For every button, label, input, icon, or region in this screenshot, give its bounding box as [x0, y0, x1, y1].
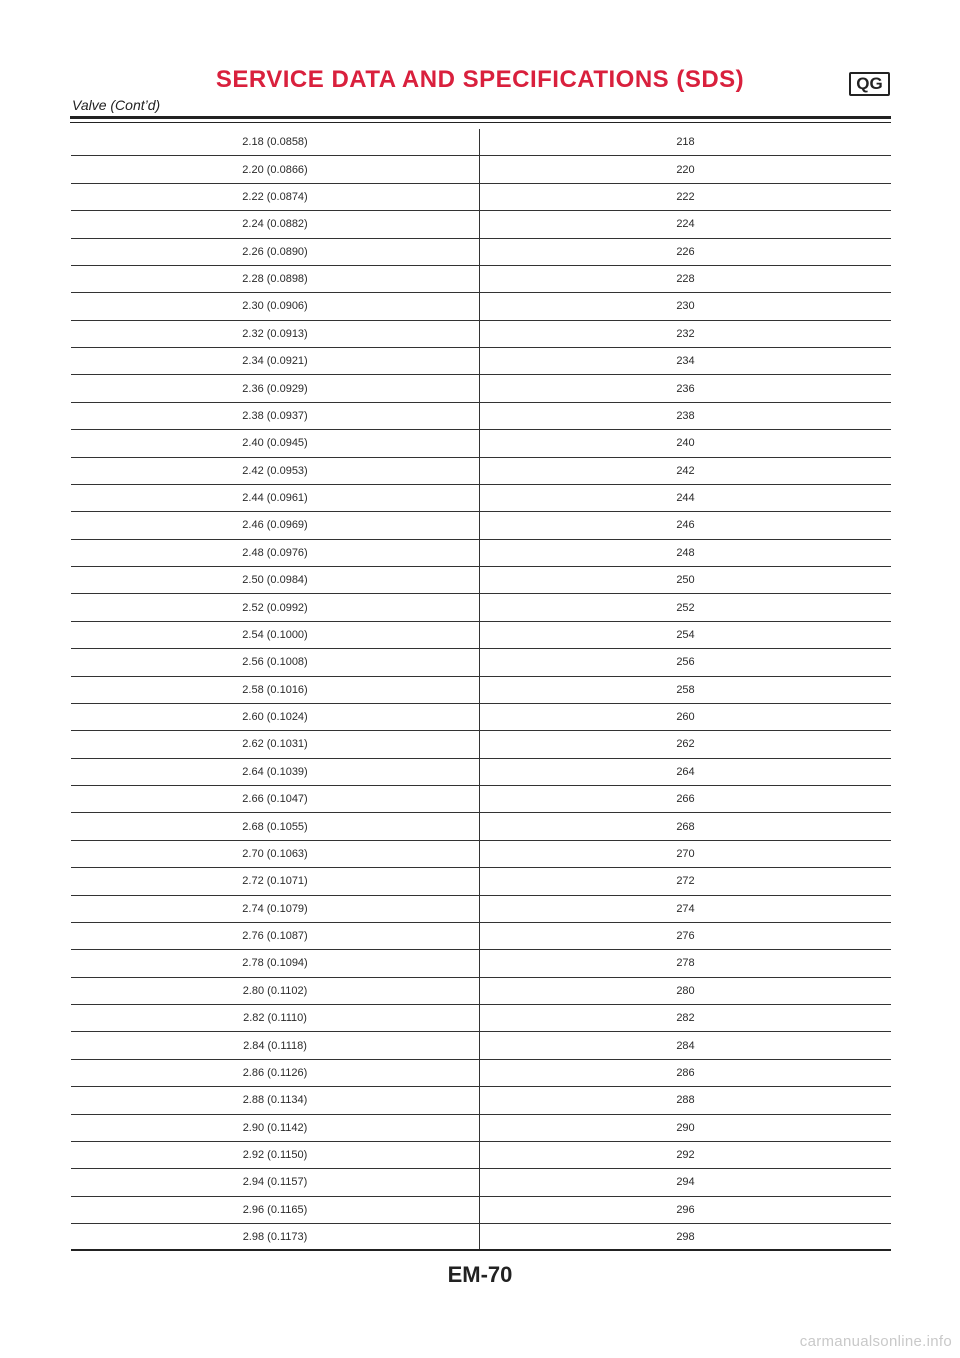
identification-mark-cell: 292 [676, 1149, 695, 1162]
table-row [71, 458, 891, 485]
table-row [71, 1224, 891, 1251]
section-subtitle: Valve (Cont’d) [72, 97, 161, 113]
table-row [71, 156, 891, 183]
thickness-cell: 2.46 (0.0969) [71, 512, 480, 538]
thickness-cell: 2.38 (0.0937) [71, 403, 480, 429]
identification-mark-cell: 254 [676, 628, 695, 641]
table-row [71, 923, 891, 950]
thickness-cell: 2.56 (0.1008) [71, 649, 480, 675]
table-row [71, 184, 891, 211]
table-row [71, 649, 891, 676]
identification-mark-cell: 276 [676, 930, 695, 943]
identification-mark-cell: 258 [676, 683, 695, 696]
thickness-cell: 2.78 (0.1094) [71, 950, 480, 976]
engine-code-badge: QG [849, 72, 890, 96]
identification-mark-cell: 284 [676, 1039, 695, 1052]
identification-mark-cell: 236 [676, 382, 695, 395]
identification-mark-cell: 230 [676, 300, 695, 313]
thickness-cell: 2.76 (0.1087) [71, 923, 480, 949]
table-row [71, 430, 891, 457]
header-rule-thin [70, 122, 891, 123]
thickness-cell: 2.80 (0.1102) [71, 978, 480, 1004]
thickness-cell: 2.42 (0.0953) [71, 458, 480, 484]
identification-mark-cell: 250 [676, 574, 695, 587]
thickness-cell: 2.70 (0.1063) [71, 841, 480, 867]
thickness-cell: 2.22 (0.0874) [71, 184, 480, 210]
thickness-cell: 2.68 (0.1055) [71, 813, 480, 839]
identification-mark-cell: 248 [676, 546, 695, 559]
thickness-cell: 2.66 (0.1047) [71, 786, 480, 812]
thickness-cell: 2.32 (0.0913) [71, 321, 480, 347]
table-row [71, 129, 891, 156]
thickness-cell: 2.50 (0.0984) [71, 567, 480, 593]
identification-mark-cell: 278 [676, 957, 695, 970]
identification-mark-cell: 274 [676, 902, 695, 915]
identification-mark-cell: 282 [676, 1012, 695, 1025]
table-row [71, 677, 891, 704]
table-row [71, 950, 891, 977]
identification-mark-cell: 296 [676, 1203, 695, 1216]
table-row [71, 704, 891, 731]
thickness-cell: 2.82 (0.1110) [71, 1005, 480, 1031]
table-row [71, 512, 891, 539]
thickness-cell: 2.60 (0.1024) [71, 704, 480, 730]
thickness-cell: 2.72 (0.1071) [71, 868, 480, 894]
thickness-cell: 2.24 (0.0882) [71, 211, 480, 237]
thickness-cell: 2.30 (0.0906) [71, 293, 480, 319]
table-row [71, 375, 891, 402]
table-row [71, 1169, 891, 1196]
identification-mark-cell: 260 [676, 711, 695, 724]
identification-mark-cell: 232 [676, 327, 695, 340]
thickness-cell: 2.90 (0.1142) [71, 1115, 480, 1141]
table-row [71, 1197, 891, 1224]
table-row [71, 485, 891, 512]
identification-mark-cell: 280 [676, 984, 695, 997]
identification-mark-cell: 268 [676, 820, 695, 833]
table-row [71, 266, 891, 293]
table-row [71, 1032, 891, 1059]
thickness-cell: 2.20 (0.0866) [71, 156, 480, 182]
table-row [71, 1142, 891, 1169]
identification-mark-cell: 294 [676, 1176, 695, 1189]
table-row [71, 868, 891, 895]
watermark: carmanualsonline.info [799, 1333, 952, 1350]
identification-mark-cell: 234 [676, 355, 695, 368]
table-row [71, 211, 891, 238]
identification-mark-cell: 266 [676, 793, 695, 806]
table-row [71, 239, 891, 266]
header-rule [70, 116, 891, 119]
thickness-cell: 2.52 (0.0992) [71, 594, 480, 620]
table-row [71, 896, 891, 923]
identification-mark-cell: 252 [676, 601, 695, 614]
thickness-cell: 2.86 (0.1126) [71, 1060, 480, 1086]
thickness-cell: 2.58 (0.1016) [71, 677, 480, 703]
table-row [71, 1115, 891, 1142]
table-row [71, 622, 891, 649]
table-row [71, 978, 891, 1005]
identification-mark-cell: 228 [676, 273, 695, 286]
identification-mark-cell: 246 [676, 519, 695, 532]
identification-mark-cell: 272 [676, 875, 695, 888]
thickness-cell: 2.18 (0.0858) [71, 129, 480, 155]
identification-mark-cell: 298 [676, 1230, 695, 1243]
thickness-cell: 2.98 (0.1173) [71, 1224, 480, 1249]
table-row [71, 567, 891, 594]
identification-mark-cell: 238 [676, 409, 695, 422]
identification-mark-cell: 226 [676, 245, 695, 258]
thickness-cell: 2.84 (0.1118) [71, 1032, 480, 1058]
thickness-cell: 2.54 (0.1000) [71, 622, 480, 648]
table-row [71, 759, 891, 786]
identification-mark-cell: 286 [676, 1066, 695, 1079]
thickness-cell: 2.92 (0.1150) [71, 1142, 480, 1168]
thickness-cell: 2.88 (0.1134) [71, 1087, 480, 1113]
thickness-cell: 2.94 (0.1157) [71, 1169, 480, 1195]
spec-table [71, 129, 891, 1251]
table-row [71, 841, 891, 868]
table-row [71, 786, 891, 813]
page-title: SERVICE DATA AND SPECIFICATIONS (SDS) [215, 66, 745, 93]
table-row [71, 731, 891, 758]
thickness-cell: 2.96 (0.1165) [71, 1197, 480, 1223]
page-number: EM-70 [447, 1262, 513, 1287]
thickness-cell: 2.44 (0.0961) [71, 485, 480, 511]
thickness-cell: 2.74 (0.1079) [71, 896, 480, 922]
identification-mark-cell: 256 [676, 656, 695, 669]
table-row [71, 813, 891, 840]
identification-mark-cell: 244 [676, 492, 695, 505]
thickness-cell: 2.26 (0.0890) [71, 239, 480, 265]
thickness-cell: 2.48 (0.0976) [71, 540, 480, 566]
table-row [71, 1060, 891, 1087]
identification-mark-cell: 288 [676, 1094, 695, 1107]
table-row [71, 594, 891, 621]
identification-mark-cell: 218 [676, 136, 695, 149]
table-row [71, 293, 891, 320]
table-row [71, 348, 891, 375]
table-row [71, 1087, 891, 1114]
identification-mark-cell: 270 [676, 847, 695, 860]
identification-mark-cell: 240 [676, 437, 695, 450]
thickness-cell: 2.62 (0.1031) [71, 731, 480, 757]
thickness-cell: 2.64 (0.1039) [71, 759, 480, 785]
identification-mark-cell: 264 [676, 765, 695, 778]
table-row [71, 1005, 891, 1032]
identification-mark-cell: 262 [676, 738, 695, 751]
thickness-cell: 2.36 (0.0929) [71, 375, 480, 401]
table-row [71, 540, 891, 567]
table-row [71, 403, 891, 430]
identification-mark-cell: 220 [676, 163, 695, 176]
thickness-cell: 2.40 (0.0945) [71, 430, 480, 456]
thickness-cell: 2.28 (0.0898) [71, 266, 480, 292]
identification-mark-cell: 222 [676, 190, 695, 203]
thickness-cell: 2.34 (0.0921) [71, 348, 480, 374]
identification-mark-cell: 242 [676, 464, 695, 477]
identification-mark-cell: 290 [676, 1121, 695, 1134]
table-row [71, 321, 891, 348]
identification-mark-cell: 224 [676, 218, 695, 231]
